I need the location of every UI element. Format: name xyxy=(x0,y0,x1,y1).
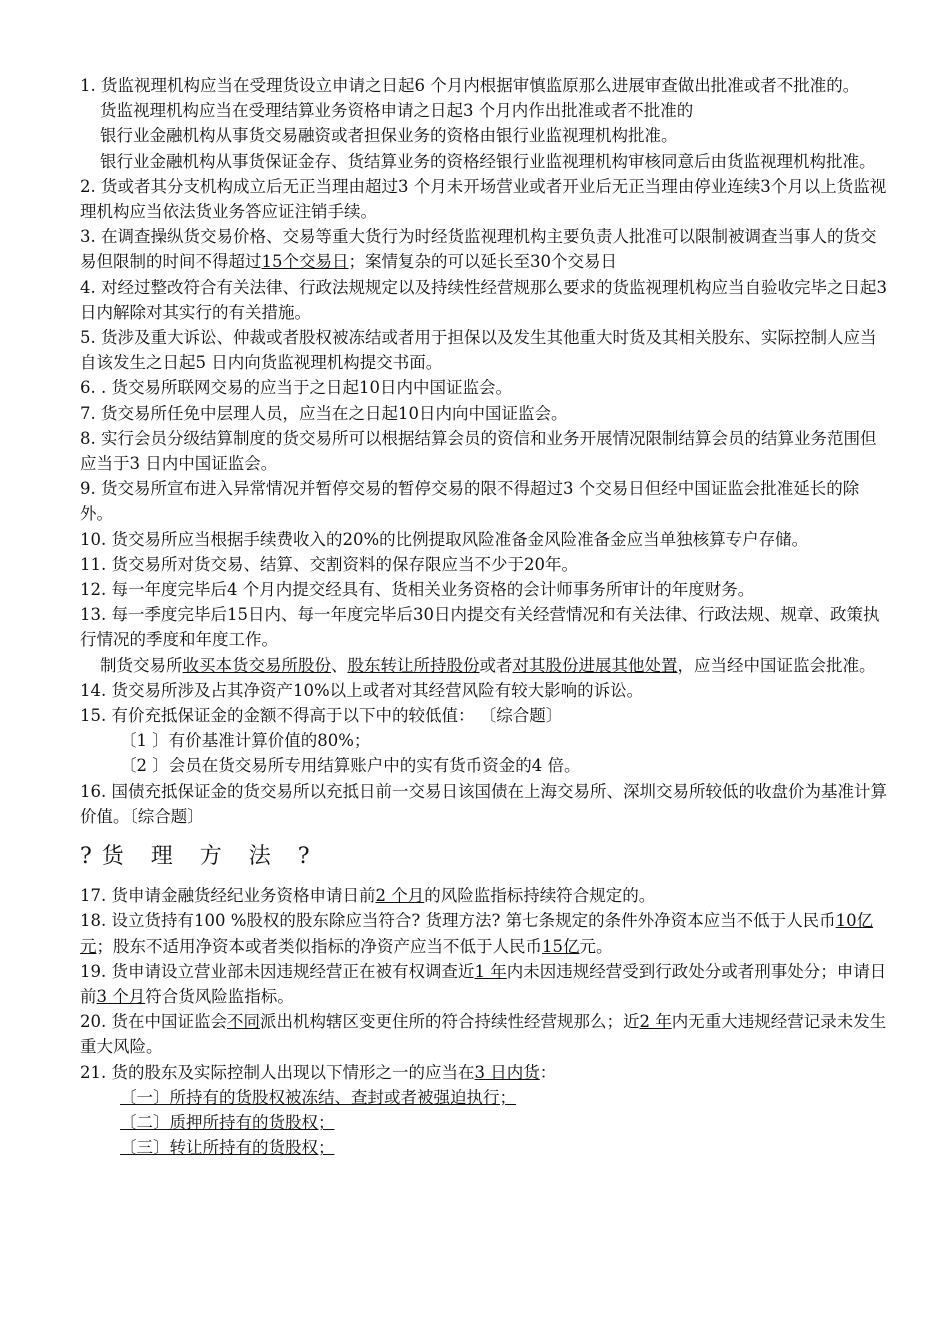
text-span: 10. 货交易所应当根据手续费收入的20%的比例提取风险准备金风险准备金应当单独核算专户存储。 xyxy=(80,529,809,549)
text-span: ；股东不适用净资本或者类似指标的净资产应当不低于人民币 xyxy=(96,936,542,956)
paragraph-line xyxy=(80,149,888,174)
text-span: 18. 设立货持有100 %股权的股东除应当符合? 货理方法? 第七条规定的条件外净资本应当不低于人民币 xyxy=(80,911,836,931)
text-span: 货监视理机构应当在受理结算业务资格申请之日起3 个月内作出批准或者不批准的 xyxy=(100,101,694,121)
paragraph-line xyxy=(80,1110,888,1135)
paragraph-line xyxy=(80,602,888,652)
underlined-text: 1 年 xyxy=(474,961,507,981)
text-span: 14. 货交易所涉及占其净资产10%以上或者对其经营风险有较大影响的诉讼。 xyxy=(80,680,644,700)
paragraph-line xyxy=(80,401,888,426)
underlined-text: 15个交易日 xyxy=(261,252,349,272)
text-span: 银行业金融机构从事货保证金存、货结算业务的资格经银行业监视理机构审核同意后由货监视理机构批准。 xyxy=(100,151,876,171)
text-span: 的风险监指标持续符合规定的。 xyxy=(424,886,656,906)
underlined-text: 3 日内货 xyxy=(474,1062,540,1082)
text-span: 4. 对经过整改符合有关法律、行政法规规定以及持续性经营规那么要求的货监视理机构应当自验收完毕之日起3 日内解除对其实行的有关措施。 xyxy=(80,277,887,322)
document-body-part2 xyxy=(80,883,888,1160)
text-span: 21. 货的股东及实际控制人出现以下情形之一的应当在 xyxy=(80,1062,475,1082)
underlined-text: 收买本货交易所股份 xyxy=(182,655,331,675)
text-span: 2. 货或者其分支机构成立后无正当理由超过3 个月未开场营业或者开业后无正当理由停业连续3个月以上货监视理机构应当依法货业务答应证注销手续。 xyxy=(80,176,887,222)
text-span: 1. 货监视理机构应当在受理货设立申请之日起6 个月内根据审慎监原那么进展审查做出批准或者不批准的。 xyxy=(80,76,860,95)
paragraph-line xyxy=(80,959,888,1009)
paragraph-line xyxy=(80,1009,888,1059)
paragraph-line xyxy=(80,426,888,476)
text-span: ： xyxy=(539,1062,557,1082)
underlined-text: 2 个月 xyxy=(375,886,425,906)
paragraph-line xyxy=(80,174,888,224)
underlined-text: 15亿 xyxy=(542,936,580,956)
text-span: 13. 每一季度完毕后15日内、每一年度完毕后30日内提交有关经营情况和有关法律、行政法规、规章、政策执行情况的季度和年度工作。 xyxy=(80,605,880,650)
paragraph-line xyxy=(80,73,888,98)
paragraph-line xyxy=(80,527,888,552)
paragraph-line xyxy=(80,577,888,602)
paragraph-line xyxy=(80,653,888,678)
paragraph-line xyxy=(80,123,888,148)
underlined-text: 2 年 xyxy=(639,1012,672,1032)
text-span: 12. 每一年度完毕后4 个月内提交经具有、货相关业务资格的会计师事务所审计的年度财务。 xyxy=(80,580,755,600)
text-span: ；案情复杂的可以延长至30个交易日 xyxy=(348,252,617,272)
text-span: 15. 有价充抵保证金的金额不得高于以下中的较低值： 〔综合题〕 xyxy=(80,706,563,726)
underlined-text: 不同 xyxy=(227,1012,260,1032)
paragraph-line xyxy=(80,375,888,400)
paragraph-line xyxy=(80,325,888,375)
section-heading: ?货 理 方 法 ? xyxy=(80,844,320,870)
text-span: ，应当经中国证监会批准。 xyxy=(677,655,876,675)
text-span: 5. 货涉及重大诉讼、仲裁或者股权被冻结或者用于担保以及发生其他重大时货及其相关股东、实际控制人应当自该发生之日起5 日内向货监视理机构提交书面。 xyxy=(80,328,877,373)
text-span: 6. . 货交易所联网交易的应当于之日起10日内中国证监会。 xyxy=(80,378,512,398)
paragraph-line xyxy=(80,728,888,753)
underlined-text: 股东转让所持股份 xyxy=(347,655,480,675)
underlined-text: 〔一〕所持有的货股权被冻结、查封或者被强迫执行； xyxy=(120,1087,516,1107)
text-span: 17. 货申请金融货经纪业务资格申请日前 xyxy=(80,886,376,906)
text-span: 9. 货交易所宣布进入异常情况并暂停交易的暂停交易的限不得超过3 个交易日但经中国证监会批准延长的除外。 xyxy=(80,479,860,524)
text-span: 20. 货在中国证监会 xyxy=(80,1012,227,1032)
text-span: 11. 货交易所对货交易、结算、交割资料的保存限应当不少于20年。 xyxy=(80,554,578,574)
paragraph-line xyxy=(80,779,888,829)
paragraph-line xyxy=(80,98,888,123)
paragraph-line xyxy=(80,753,888,778)
text-span: 银行业金融机构从事货交易融资或者担保业务的资格由银行业监视理机构批准。 xyxy=(100,126,678,146)
paragraph-line xyxy=(80,678,888,703)
text-span: 3. 在调查操纵货交易价格、交易等重大货行为时经货监视理机构主要负责人批准可以限制被调查当事人的货交易但限制的时间不得超过 xyxy=(80,227,877,272)
text-span: 〔2 〕会员在货交易所专用结算账户中的实有货币资金的4 倍。 xyxy=(120,756,581,776)
underlined-text: 〔三〕转让所持有的货股权； xyxy=(120,1138,335,1158)
text-span: 派出机构辖区变更住所的符合持续性经营规那么；近 xyxy=(260,1012,640,1032)
text-span: 元。 xyxy=(579,936,613,956)
text-span: 19. 货申请设立营业部未因违规经营正在被有权调查近 xyxy=(80,961,475,981)
paragraph-line xyxy=(80,1085,888,1110)
paragraph-line xyxy=(80,1060,888,1085)
underlined-text: 〔二〕质押所持有的货股权； xyxy=(120,1112,335,1132)
paragraph-line xyxy=(80,883,888,908)
paragraph-line xyxy=(80,552,888,577)
paragraph-line xyxy=(80,476,888,526)
document-body-part1 xyxy=(80,73,888,829)
paragraph-line xyxy=(80,275,888,325)
underlined-text: 对其股份进展其他处置 xyxy=(512,655,678,675)
text-span: 16. 国债充抵保证金的货交易所以充抵日前一交易日该国债在上海交易所、深圳交易所较低的收盘价为基准计算价值。〔综合题〕 xyxy=(80,781,887,826)
text-span: 7. 货交易所任免中层理人员，应当在之日起10日内向中国证监会。 xyxy=(80,403,568,423)
underlined-text: 3 个月 xyxy=(96,986,146,1006)
paragraph-line xyxy=(80,703,888,728)
text-span: 符合货风险监指标。 xyxy=(145,986,294,1006)
text-span: 内未因违规经营受到行政处分或者刑事处分；申请日前 xyxy=(80,961,887,1006)
underlined-text: 10亿元 xyxy=(80,911,874,956)
paragraph-line xyxy=(80,1135,888,1160)
text-span: 或者 xyxy=(479,655,513,675)
text-span: 8. 实行会员分级结算制度的货交易所可以根据结算会员的资信和业务开展情况限制结算会员的结算业务范围但应当于3 日内中国证监会。 xyxy=(80,428,877,474)
text-span: 内无重大违规经营记录未发生重大风险。 xyxy=(80,1012,887,1057)
text-span: 、 xyxy=(331,655,348,675)
paragraph-line xyxy=(80,224,888,274)
text-span: 〔1 〕有价基准计算价值的80%； xyxy=(120,731,371,751)
text-span: 制货交易所 xyxy=(100,655,183,675)
paragraph-line xyxy=(80,908,888,958)
